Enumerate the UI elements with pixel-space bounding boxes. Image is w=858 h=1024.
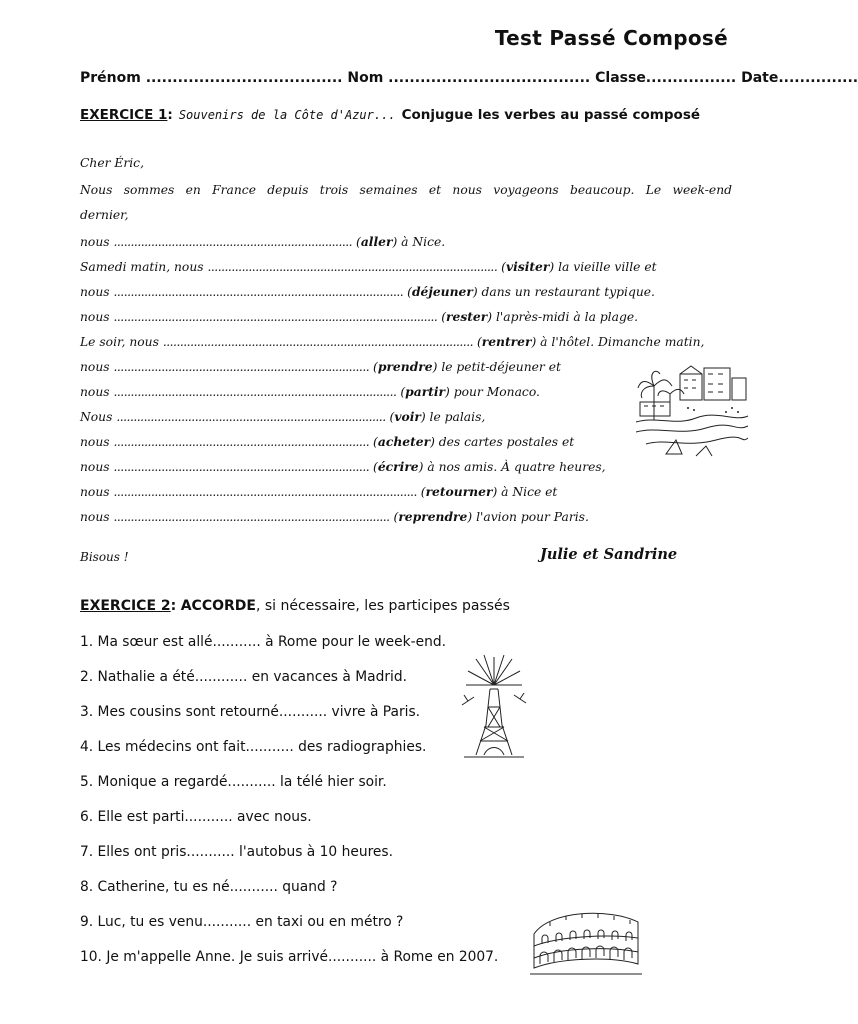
page-title: Test Passé Composé — [494, 26, 728, 50]
letter-line: nous ...................................................................... (aller) à Nice. — [80, 234, 446, 249]
letter-line: nous ............................................................................................... (rester) l'après-midi à la plage. — [80, 309, 639, 324]
exercise1-theme: Souvenirs de la Côte d'Azur... — [178, 108, 396, 122]
verb-infinitive: aller — [360, 234, 393, 249]
nice-riviera-sketch-icon — [636, 360, 748, 460]
answer-blank: ............................................................................... — [116, 410, 386, 424]
letter-line: Le soir, nous ........................................................................................... (rentrer) à l'hôtel. Dimanche matin, — [80, 334, 705, 349]
answer-blank: ................................................................................. — [113, 510, 390, 524]
verb-infinitive: partir — [405, 384, 445, 399]
exercise2-item: 4. Les médecins ont fait........... des radiographies. — [80, 739, 427, 755]
eiffel-tower-fireworks-icon — [462, 655, 526, 760]
letter-line: nous ................................................................................... (partir) pour Monaco. — [80, 384, 540, 399]
exercise2-heading: EXERCICE 2: ACCORDE, si nécessaire, les participes passés — [80, 598, 510, 614]
exercise1-instruction: Conjugue les verbes au passé composé — [401, 107, 701, 123]
exercise2-item: 6. Elle est parti........... avec nous. — [80, 809, 312, 825]
answer-blank: ........................................................................... — [113, 360, 370, 374]
student-info-line: Prénom ..................................... Nom ...................................... Classe................. Date............... — [80, 70, 858, 86]
exercise1-heading: EXERCICE 1: Souvenirs de la Côte d'Azur... Conjugue les verbes au passé composé — [80, 107, 701, 123]
letter-signature: Julie et Sandrine — [540, 546, 678, 563]
letter-line: dernier, — [80, 208, 129, 222]
exercise2-title: ACCORDE — [180, 598, 256, 614]
colosseum-sketch-icon — [530, 906, 642, 976]
answer-blank: ........................................................................... — [113, 460, 370, 474]
letter-line: Cher Éric, — [80, 156, 144, 170]
answer-blank: ...................................................................... — [113, 235, 353, 249]
answer-blank: ............................................................................................... — [113, 310, 438, 324]
answer-blank: ........................................................................................... — [162, 335, 474, 349]
letter-line: Samedi matin, nous ..................................................................................... (visiter) la vieille ville et — [80, 259, 657, 274]
letter-line: nous ........................................................................... (prendre) le petit-déjeuner et — [80, 359, 561, 374]
exercise2-item: 9. Luc, tu es venu........... en taxi ou en métro ? — [80, 914, 404, 930]
exercise2-item: 7. Elles ont pris........... l'autobus à 10 heures. — [80, 844, 393, 860]
answer-blank: ..................................................................................... — [207, 260, 498, 274]
exercise2-item: 5. Monique a regardé........... la télé hier soir. — [80, 774, 387, 790]
verb-infinitive: rester — [446, 309, 488, 324]
letter-line: nous ..................................................................................... (déjeuner) dans un restaurant typique. — [80, 284, 655, 299]
exercise2-item: 3. Mes cousins sont retourné........... vivre à Paris. — [80, 704, 421, 720]
exercise2-item: 8. Catherine, tu es né........... quand ? — [80, 879, 338, 895]
letter-line: nous ......................................................................................... (retourner) à Nice et — [80, 484, 558, 499]
exercise2-item: 10. Je m'appelle Anne. Je suis arrivé........... à Rome en 2007. — [80, 949, 499, 965]
exercise2-item: 2. Nathalie a été............ en vacances à Madrid. — [80, 669, 407, 685]
exercise2-instruction: , si nécessaire, les participes passés — [255, 598, 510, 614]
verb-infinitive: visiter — [505, 259, 550, 274]
answer-blank: ........................................................................... — [113, 435, 370, 449]
verb-infinitive: acheter — [377, 434, 431, 449]
verb-infinitive: prendre — [377, 359, 433, 374]
verb-infinitive: reprendre — [398, 509, 468, 524]
letter-closing: Bisous ! — [80, 550, 129, 564]
verb-infinitive: retourner — [425, 484, 493, 499]
answer-blank: ......................................................................................... — [113, 485, 417, 499]
answer-blank: ..................................................................................... — [113, 285, 404, 299]
verb-infinitive: rentrer — [481, 334, 532, 349]
letter-line: nous ........................................................................... (acheter) des cartes postales et — [80, 434, 575, 449]
verb-infinitive: écrire — [377, 459, 419, 474]
verb-infinitive: voir — [394, 409, 421, 424]
exercise2-item: 1. Ma sœur est allé........... à Rome pour le week-end. — [80, 634, 446, 650]
letter-line: Nous ............................................................................... (voir) le palais, — [80, 409, 486, 424]
exercise1-label: EXERCICE 1 — [80, 107, 168, 123]
letter-line: nous ........................................................................... (écrire) à nos amis. À quatre heures, — [80, 459, 606, 474]
answer-blank: ................................................................................... — [113, 385, 397, 399]
letter-line: Nous sommes en France depuis trois semaines et nous voyageons beaucoup. Le week-end — [80, 183, 732, 197]
letter-line: nous ................................................................................. (reprendre) l'avion pour Paris. — [80, 509, 589, 524]
verb-infinitive: déjeuner — [411, 284, 473, 299]
exercise2-label: EXERCICE 2 — [80, 598, 171, 614]
